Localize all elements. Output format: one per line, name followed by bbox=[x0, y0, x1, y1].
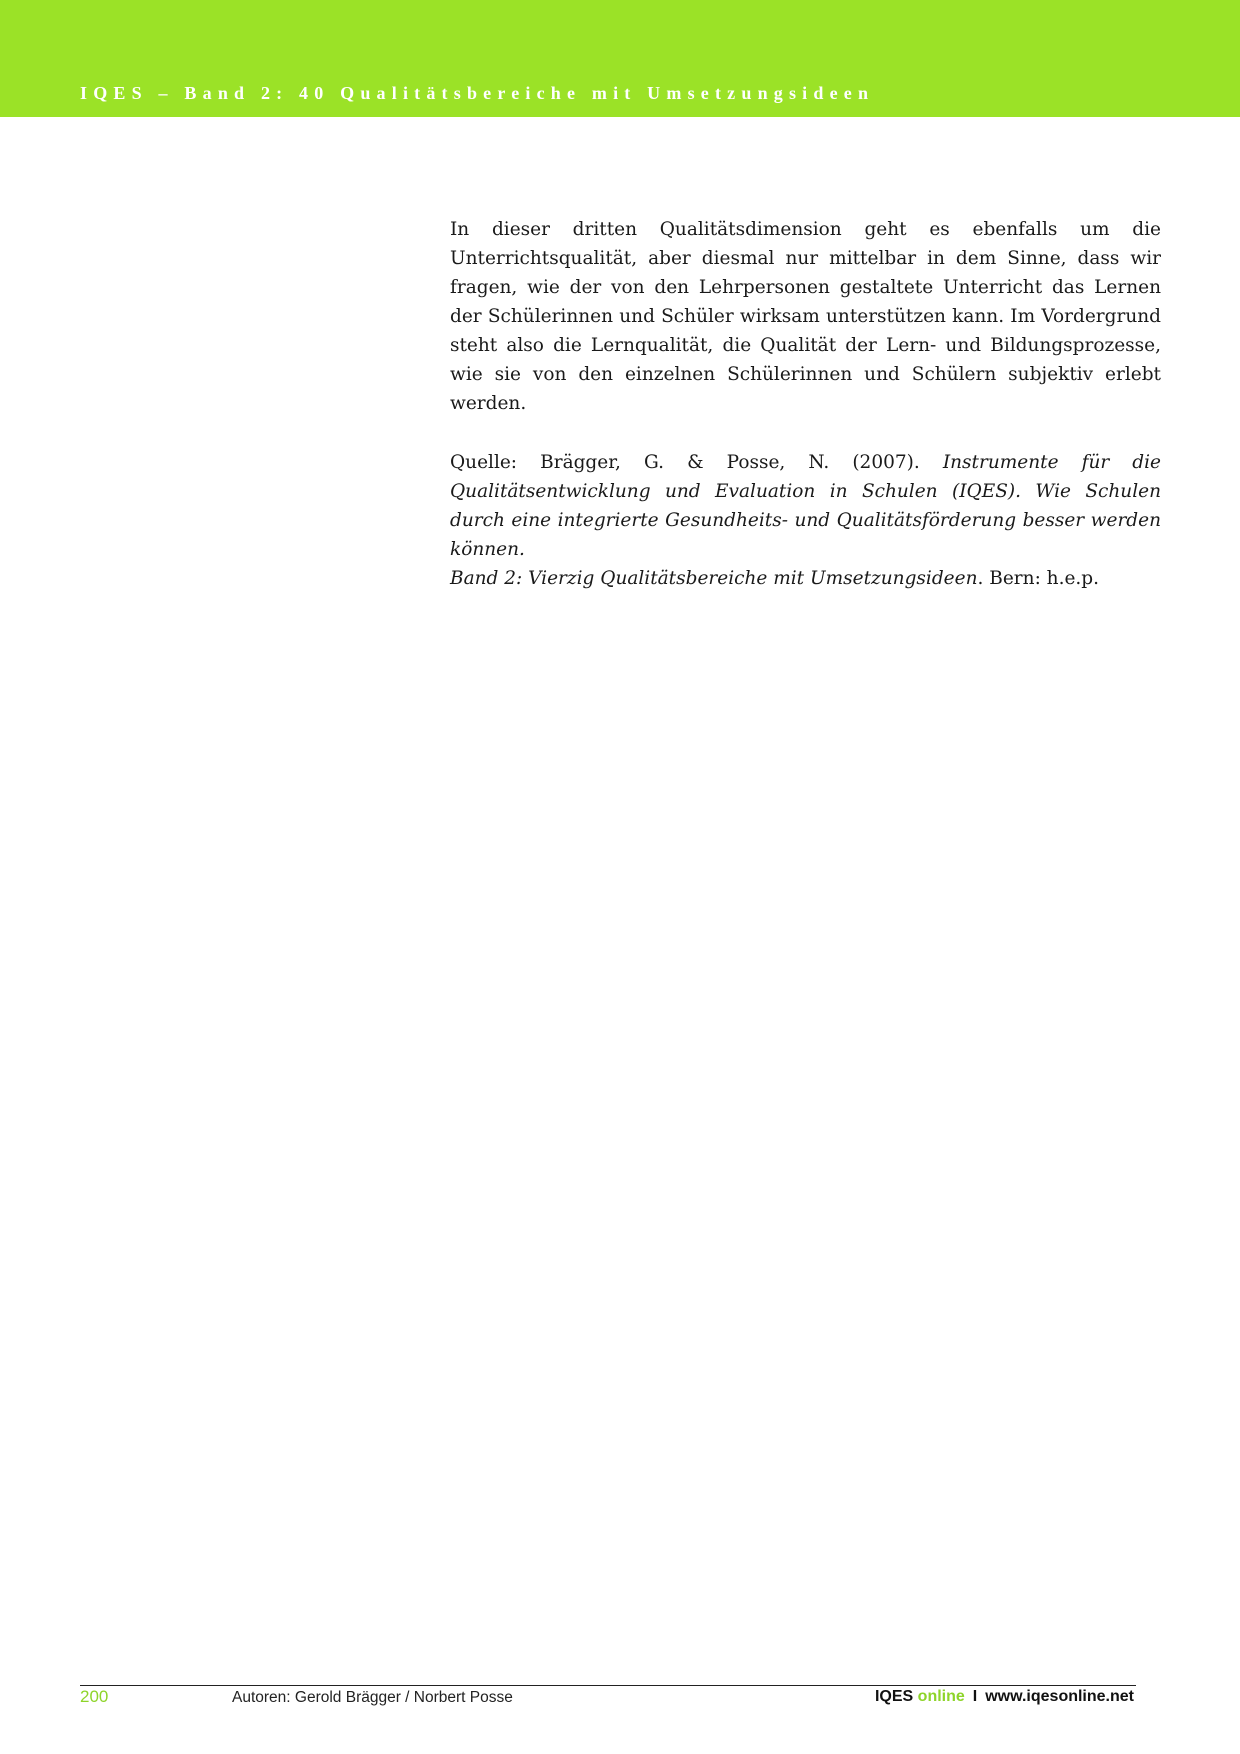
brand-online: online bbox=[917, 1688, 965, 1705]
website-link[interactable]: www.iqesonline.net bbox=[985, 1688, 1134, 1705]
source-publisher: . Bern: h.e.p. bbox=[977, 568, 1100, 589]
footer-authors: Autoren: Gerold Brägger / Norbert Posse bbox=[232, 1689, 513, 1706]
source-title: Instrumente für die Qualitätsentwicklung und Evaluation in Schulen (IQES). Wie Schulen durch eine integrierte Gesundheits- und Qualitätsförderung besser werden können. bbox=[450, 452, 1162, 560]
page-number: 200 bbox=[80, 1687, 109, 1706]
footer-divider bbox=[80, 1685, 1136, 1686]
source-prefix: Quelle: Brägger, G. & Posse, N. (2007). bbox=[450, 452, 943, 473]
source-volume: Band 2: Vierzig Qualitätsbereiche mit Umsetzungsideen bbox=[450, 568, 978, 589]
source-citation bbox=[450, 448, 1161, 593]
header-band bbox=[0, 0, 1240, 117]
brand-separator: I bbox=[972, 1688, 978, 1705]
intro-paragraph: In dieser dritten Qualitätsdimension geht es ebenfalls um die Unterrichtsqualität, aber diesmal nur mittelbar in dem Sinne, dass wir fragen, wie der von den Lehrpersonen gestaltete Unterricht das Lernen der Schülerinnen und Schüler wirksam unterstützen kann. Im Vordergrund steht also die Lernqualität, die Qualität der Lern- und Bildungsprozesse, wie sie von den einzelnen Schülerinnen und Schülern subjektiv erlebt werden. bbox=[450, 219, 1161, 414]
header-title: IQES – Band 2: 40 Qualitätsbereiche mit Umsetzungsideen bbox=[80, 83, 875, 103]
brand-iqes: IQES bbox=[874, 1688, 914, 1705]
footer-brand bbox=[875, 1688, 1134, 1706]
